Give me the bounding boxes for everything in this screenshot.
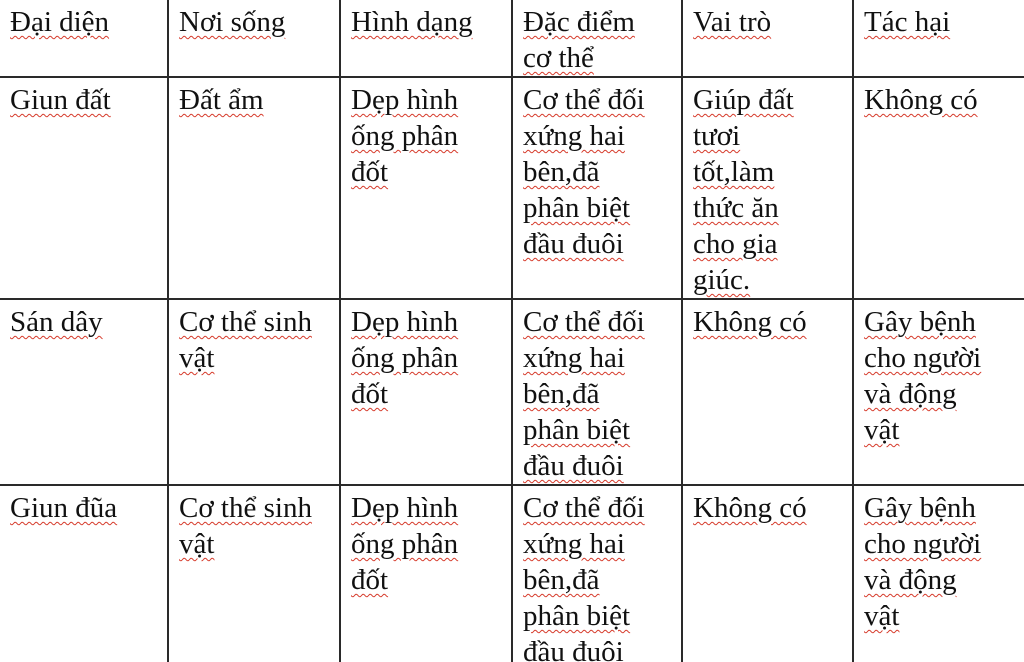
table-cell xyxy=(340,299,512,485)
cell-line: đốt xyxy=(351,156,389,188)
table-cell xyxy=(853,77,1024,299)
header-shape xyxy=(340,0,512,77)
cell-line: Tác hại xyxy=(864,6,951,38)
cell-line: đốt xyxy=(351,564,389,596)
header-body-features xyxy=(512,0,682,77)
cell-line: đầu đuôi xyxy=(523,636,624,662)
cell-line: Đại diện xyxy=(10,6,110,38)
cell-line: Không có xyxy=(693,306,807,338)
table-cell xyxy=(340,77,512,299)
cell-line: Đất ẩm xyxy=(179,84,264,116)
cell-line: thức ăn xyxy=(693,192,779,224)
cell-line: Đặc điểm xyxy=(523,6,635,38)
cell-line: Cơ thể sinh xyxy=(179,492,312,524)
cell-line: Hình dạng xyxy=(351,6,473,38)
table-cell xyxy=(512,485,682,662)
cell-line: vật xyxy=(179,342,215,374)
cell-line: Nơi sống xyxy=(179,6,286,38)
cell-line: vật xyxy=(179,528,215,560)
cell-line: Không có xyxy=(864,84,978,116)
header-role xyxy=(682,0,853,77)
cell-line: Gây bệnh xyxy=(864,492,976,524)
cell-line: Gây bệnh xyxy=(864,306,976,338)
table-cell xyxy=(853,485,1024,662)
cell-line: Không có xyxy=(693,492,807,524)
table-cell xyxy=(682,299,853,485)
cell-line: giúc. xyxy=(693,264,751,296)
table-cell xyxy=(168,77,340,299)
cell-line: và động xyxy=(864,378,957,410)
cell-line: cơ thể xyxy=(523,42,594,74)
cell-line: bên,đã xyxy=(523,564,600,596)
table-cell xyxy=(853,299,1024,485)
cell-line: bên,đã xyxy=(523,378,600,410)
cell-line: Cơ thể đối xyxy=(523,306,645,338)
cell-line: Giun đất xyxy=(10,84,111,116)
cell-line: tươi xyxy=(693,120,741,152)
cell-line: tốt,làm xyxy=(693,156,775,188)
cell-line: cho người xyxy=(864,528,982,560)
cell-line: Cơ thể đối xyxy=(523,84,645,116)
table-cell xyxy=(168,299,340,485)
cell-line: đầu đuôi xyxy=(523,228,624,260)
cell-line: bên,đã xyxy=(523,156,600,188)
table-cell xyxy=(512,77,682,299)
cell-line: vật xyxy=(864,414,900,446)
cell-line: Dẹp hình xyxy=(351,492,459,524)
table-cell xyxy=(340,485,512,662)
table-cell xyxy=(682,485,853,662)
table-cell xyxy=(0,485,168,662)
cell-line: cho người xyxy=(864,342,982,374)
table-cell xyxy=(512,299,682,485)
cell-line: và động xyxy=(864,564,957,596)
cell-line: xứng hai xyxy=(523,342,625,374)
cell-line: Sán dây xyxy=(10,306,103,338)
cell-line: cho gia xyxy=(693,228,778,260)
cell-line: Giúp đất xyxy=(693,84,794,116)
cell-line: phân biệt xyxy=(523,192,631,224)
cell-line: xứng hai xyxy=(523,120,625,152)
cell-line: phân biệt xyxy=(523,600,631,632)
table-cell xyxy=(682,77,853,299)
table-row xyxy=(0,77,1024,299)
table-cell xyxy=(168,485,340,662)
table-row xyxy=(0,485,1024,662)
cell-line: đốt xyxy=(351,378,389,410)
header-habitat xyxy=(168,0,340,77)
table-cell xyxy=(0,299,168,485)
cell-line: đầu đuôi xyxy=(523,450,624,482)
header-row xyxy=(0,0,1024,77)
cell-line: Cơ thể sinh xyxy=(179,306,312,338)
cell-line: ống phân xyxy=(351,528,459,560)
header-harm xyxy=(853,0,1024,77)
cell-line: phân biệt xyxy=(523,414,631,446)
cell-line: Dẹp hình xyxy=(351,306,459,338)
cell-line: Vai trò xyxy=(693,6,772,38)
cell-line: Cơ thể đối xyxy=(523,492,645,524)
cell-line: Giun đũa xyxy=(10,492,118,524)
header-representative xyxy=(0,0,168,77)
table-row xyxy=(0,299,1024,485)
cell-line: xứng hai xyxy=(523,528,625,560)
cell-line: vật xyxy=(864,600,900,632)
cell-line: ống phân xyxy=(351,120,459,152)
cell-line: ống phân xyxy=(351,342,459,374)
table-cell xyxy=(0,77,168,299)
cell-line: Dẹp hình xyxy=(351,84,459,116)
